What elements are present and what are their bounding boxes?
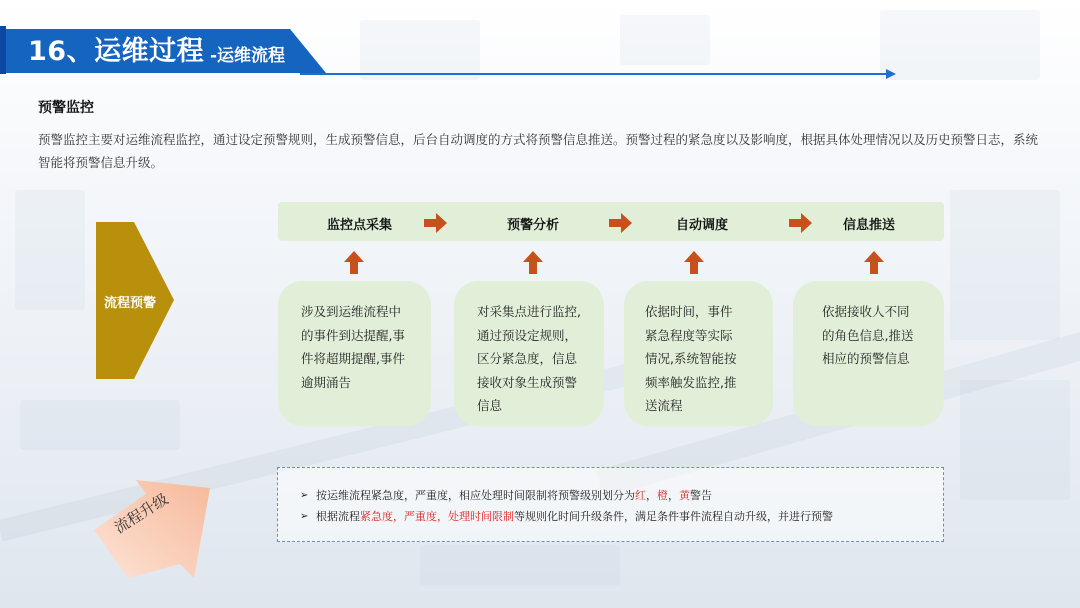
card-line: 对采集点进行监控,	[477, 304, 581, 319]
page-title: 16、运维过程	[28, 36, 205, 67]
chevron-label: 流程预警	[104, 296, 157, 311]
triangle-bullet-icon: ➢	[300, 511, 309, 522]
card-collect	[278, 281, 431, 426]
page-subtitle: -运维流程	[210, 46, 286, 66]
card-line: 频率触发监控,推	[645, 374, 737, 390]
title-banner	[0, 26, 328, 74]
up-arrow-icon	[864, 251, 884, 274]
upgrade-notes-box	[277, 467, 944, 542]
note-rules	[278, 506, 943, 527]
card-line: 通过预设定规则，	[477, 327, 578, 343]
card-line: 相应的预警信息	[822, 351, 910, 366]
right-arrow-icon	[424, 213, 447, 233]
upgrade-arrow-shape	[88, 468, 212, 580]
flow-upgrade-arrow	[88, 468, 212, 580]
up-arrow-icon	[684, 251, 704, 274]
note-highlight: 紧急度，严重度，处理时间限制	[360, 510, 514, 523]
card-dispatch	[624, 281, 773, 426]
step-dispatch: 自动调度	[676, 218, 729, 233]
step-collect: 监控点采集	[327, 218, 393, 233]
triangle-bullet-icon: ➢	[300, 490, 309, 501]
right-arrow-icon	[789, 213, 812, 233]
note-text: 按运维流程紧急度，严重度，相应处理时间限制将预警级别划分为	[316, 489, 635, 502]
up-arrow-icon	[344, 251, 364, 274]
note-text: 根据流程	[316, 510, 360, 523]
right-arrow-icon	[609, 213, 632, 233]
card-line: 依据接收人不同	[822, 304, 910, 319]
flow-warning-chevron	[96, 222, 176, 379]
card-line: 紧急程度等实际	[645, 327, 733, 343]
card-line: 区分紧急度，信息	[477, 351, 578, 366]
card-line: 送流程	[645, 398, 683, 413]
level-orange: 橙	[657, 489, 668, 502]
card-line: 信息	[477, 398, 503, 413]
section-title: 预警监控	[38, 100, 94, 116]
note-text: ，	[646, 489, 657, 502]
section-intro: 预警监控主要对运维流程监控，通过设定预警规则，生成预警信息，后台自动调度的方式将预警信息推送。预警过程的紧急度以及影响度，根据具体处理情况以及历史预警日志，系统智能将预警信息升级。	[38, 132, 1039, 170]
note-levels	[278, 485, 943, 506]
card-line: 依据时间，事件	[645, 304, 733, 319]
upgrade-arrow-label: 流程升级	[111, 489, 172, 537]
card-line: 情况,系统智能按	[645, 351, 737, 366]
divider-arrow-icon	[886, 69, 896, 79]
note-text: ，	[668, 489, 679, 502]
card-line: 涉及到运维流程中	[301, 304, 402, 319]
card-line: 逾期涌告	[301, 374, 352, 390]
step-analysis: 预警分析	[507, 218, 560, 233]
card-line: 件将超期提醒,事件	[301, 351, 405, 366]
level-red: 红	[635, 489, 646, 502]
step-push: 信息推送	[843, 218, 896, 233]
title-divider	[300, 73, 890, 75]
note-text: 警告	[690, 489, 712, 502]
card-analysis	[454, 281, 604, 426]
card-line: 的事件到达提醒,事	[301, 327, 405, 343]
card-line: 接收对象生成预警	[477, 374, 578, 390]
note-text: 等规则化时间升级条件，满足条件事件流程自动升级，并进行预警	[514, 510, 833, 523]
card-line: 的角色信息,推送	[822, 327, 914, 343]
card-push	[793, 281, 944, 426]
level-yellow: 黄	[679, 489, 690, 502]
up-arrow-icon	[523, 251, 543, 274]
